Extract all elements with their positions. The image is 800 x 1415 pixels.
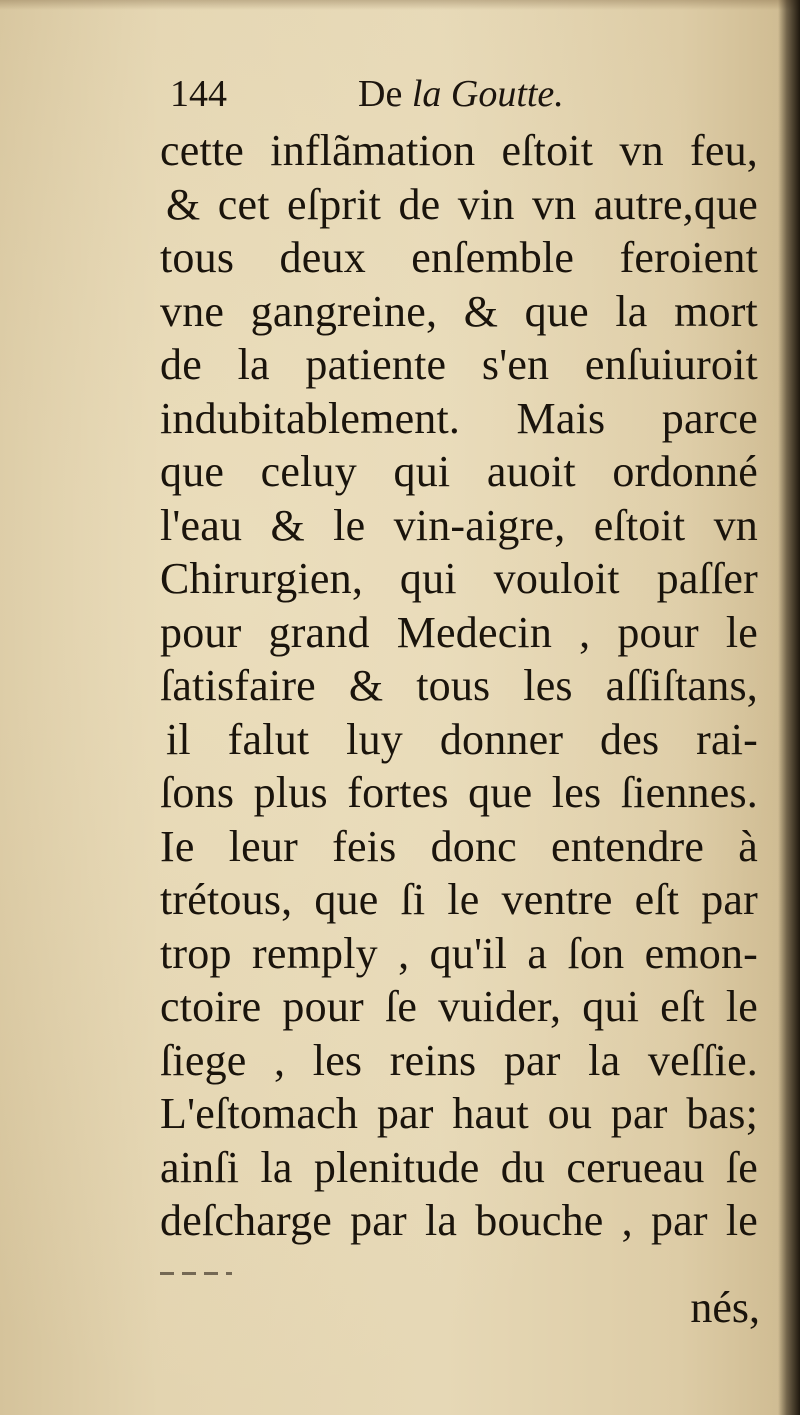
- page-top-shadow: [0, 0, 800, 10]
- page-gutter-edge: [778, 0, 800, 1415]
- text-line: indubitablement. Mais parce: [160, 393, 758, 443]
- text-line: trop remply , qu'il a ſon emon-: [160, 928, 758, 978]
- text-line: il falut luy donner des rai-: [166, 714, 758, 764]
- running-title-prefix: De: [358, 73, 403, 115]
- text-line: cette inflãmation eſtoit vn feu,: [160, 126, 758, 175]
- text-line: L'eſtomach par haut ou par bas;: [160, 1089, 758, 1138]
- text-line: ainſi la plenitude du cerueau ſe: [160, 1142, 758, 1192]
- text-line: ſiege , les reins par la veſſie.: [160, 1035, 758, 1085]
- text-line: Chirurgien, qui vouloit paſſer: [160, 554, 758, 603]
- catchword: nés,: [690, 1283, 760, 1332]
- text-line: l'eau & le vin-aigre, eſtoit vn: [160, 500, 758, 550]
- page-number: 144: [170, 73, 227, 115]
- ink-mark: [160, 1272, 232, 1275]
- text-line: tous deux enſemble feroient: [160, 233, 758, 282]
- text-line: trétous, que ſi le ventre eſt par: [160, 875, 758, 924]
- running-title: [358, 66, 564, 122]
- text-line: deſcharge par la bouche , par le: [160, 1196, 758, 1245]
- running-title-italic: la Goutte.: [411, 73, 564, 115]
- page-header: [170, 66, 770, 122]
- text-line: Ie leur feis donc entendre à: [160, 821, 758, 871]
- text-line: & cet eſprit de vin vn autre,que: [166, 179, 758, 229]
- text-line: ſons plus fortes que les ſiennes.: [160, 768, 758, 817]
- text-line: de la patiente s'en enſuiuroit: [160, 340, 758, 389]
- text-line: que celuy qui auoit ordonné: [160, 447, 758, 496]
- text-line: pour grand Medecin , pour le: [160, 607, 758, 657]
- text-body: [160, 124, 758, 1248]
- text-line: ſatisfaire & tous les aſſiſtans,: [160, 661, 758, 710]
- text-line: ctoire pour ſe vuider, qui eſt le: [160, 982, 758, 1031]
- text-line: vne gangreine, & que la mort: [160, 286, 758, 336]
